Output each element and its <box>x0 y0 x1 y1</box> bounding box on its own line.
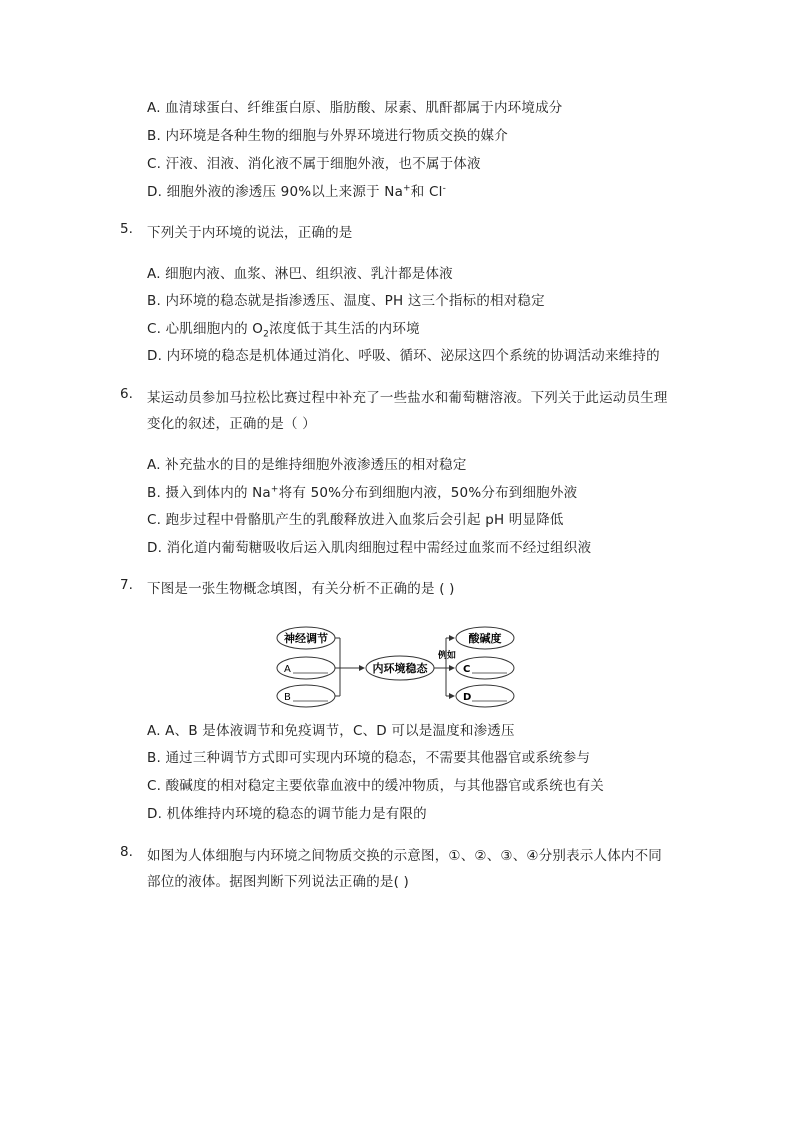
q4-d-mid: 和 Cl <box>410 184 443 200</box>
q7-option-a: A. A、B 是体液调节和免疫调节，C、D 可以是温度和渗透压 <box>147 723 515 739</box>
link-label: 例如 <box>438 651 457 661</box>
q6-option-b <box>147 481 577 501</box>
q6-option-d: D. 消化道内葡萄糖吸收后运入肌肉细胞过程中需经过血浆而不经过组织液 <box>147 540 592 556</box>
q8-stem-line2: 部位的液体。据图判断下列说法正确的是( ) <box>147 874 410 890</box>
q6-option-a: A. 补充盐水的目的是维持细胞外液渗透压的相对稳定 <box>147 457 467 473</box>
q4-d-sup-minus: - <box>442 183 447 194</box>
q8-stem-line1: 如图为人体细胞与内环境之间物质交换的示意图，①、②、③、④分别表示人体内不同 <box>147 848 663 864</box>
q6-b-suffix: 将有 50%分布到细胞内液，50%分布到细胞外液 <box>278 485 578 501</box>
q4-option-c: C. 汗液、泪液、消化液不属于细胞外液，也不属于体液 <box>147 156 481 172</box>
q5-option-d: D. 内环境的稳态是机体通过消化、呼吸、循环、泌尿这四个系统的协调活动来维持的 <box>147 348 660 364</box>
q6-b-text: B. 摄入到体内的 Na <box>147 485 271 501</box>
q5-number: 5. <box>120 221 133 237</box>
right-label-1: 酸碱度 <box>468 632 502 645</box>
left-label-3: B <box>284 692 291 703</box>
q6-option-c: C. 跑步过程中骨骼肌产生的乳酸释放进入血浆后会引起 pH 明显降低 <box>147 512 564 528</box>
q4-option-b: B. 内环境是各种生物的细胞与外界环境进行物质交换的媒介 <box>147 128 508 144</box>
q5-stem: 下列关于内环境的说法，正确的是 <box>147 225 353 241</box>
q6-b-sup: + <box>270 484 279 495</box>
q6-stem-line1: 某运动员参加马拉松比赛过程中补充了一些盐水和葡萄糖溶液。下列关于此运动员生理 <box>147 390 668 406</box>
q4-d-text: D. 细胞外液的渗透压 90%以上来源于 Na <box>147 184 404 200</box>
q5-option-c <box>147 317 420 340</box>
q8-number: 8. <box>120 844 133 860</box>
right-label-2: C <box>463 664 471 675</box>
q7-number: 7. <box>120 577 133 593</box>
q7-option-b: B. 通过三种调节方式即可实现内环境的稳态，不需要其他器官或系统参与 <box>147 750 591 766</box>
q7-stem: 下图是一张生物概念填图，有关分析不正确的是 ( ) <box>147 581 455 597</box>
q6-stem-line2: 变化的叙述，正确的是（ ） <box>147 416 316 432</box>
center-label: 内环境稳态 <box>372 662 428 675</box>
q5-c-text: C. 心肌细胞内的 O <box>147 321 264 337</box>
q7-option-d: D. 机体维持内环境的稳态的调节能力是有限的 <box>147 806 427 822</box>
q7-option-c: C. 酸碱度的相对稳定主要依靠血液中的缓冲物质，与其他器官或系统也有关 <box>147 778 605 794</box>
q4-d-sup-plus: + <box>403 183 411 194</box>
q5-c-sub: 2 <box>263 329 270 340</box>
concept-diagram <box>274 624 522 714</box>
q5-option-a: A. 细胞内液、血浆、淋巴、组织液、乳汁都是体液 <box>147 266 453 282</box>
q5-option-b: B. 内环境的稳态就是指渗透压、温度、PH 这三个指标的相对稳定 <box>147 293 545 309</box>
q6-number: 6. <box>120 386 133 402</box>
q4-option-d <box>147 180 446 200</box>
q4-option-a: A. 血清球蛋白、纤维蛋白原、脂肪酸、尿素、肌酐都属于内环境成分 <box>147 100 563 116</box>
q5-c-suffix: 浓度低于其生活的内环境 <box>269 321 420 337</box>
left-label-1: 神经调节 <box>284 632 328 645</box>
left-label-2: A <box>284 664 291 675</box>
right-label-3: D <box>463 692 472 703</box>
